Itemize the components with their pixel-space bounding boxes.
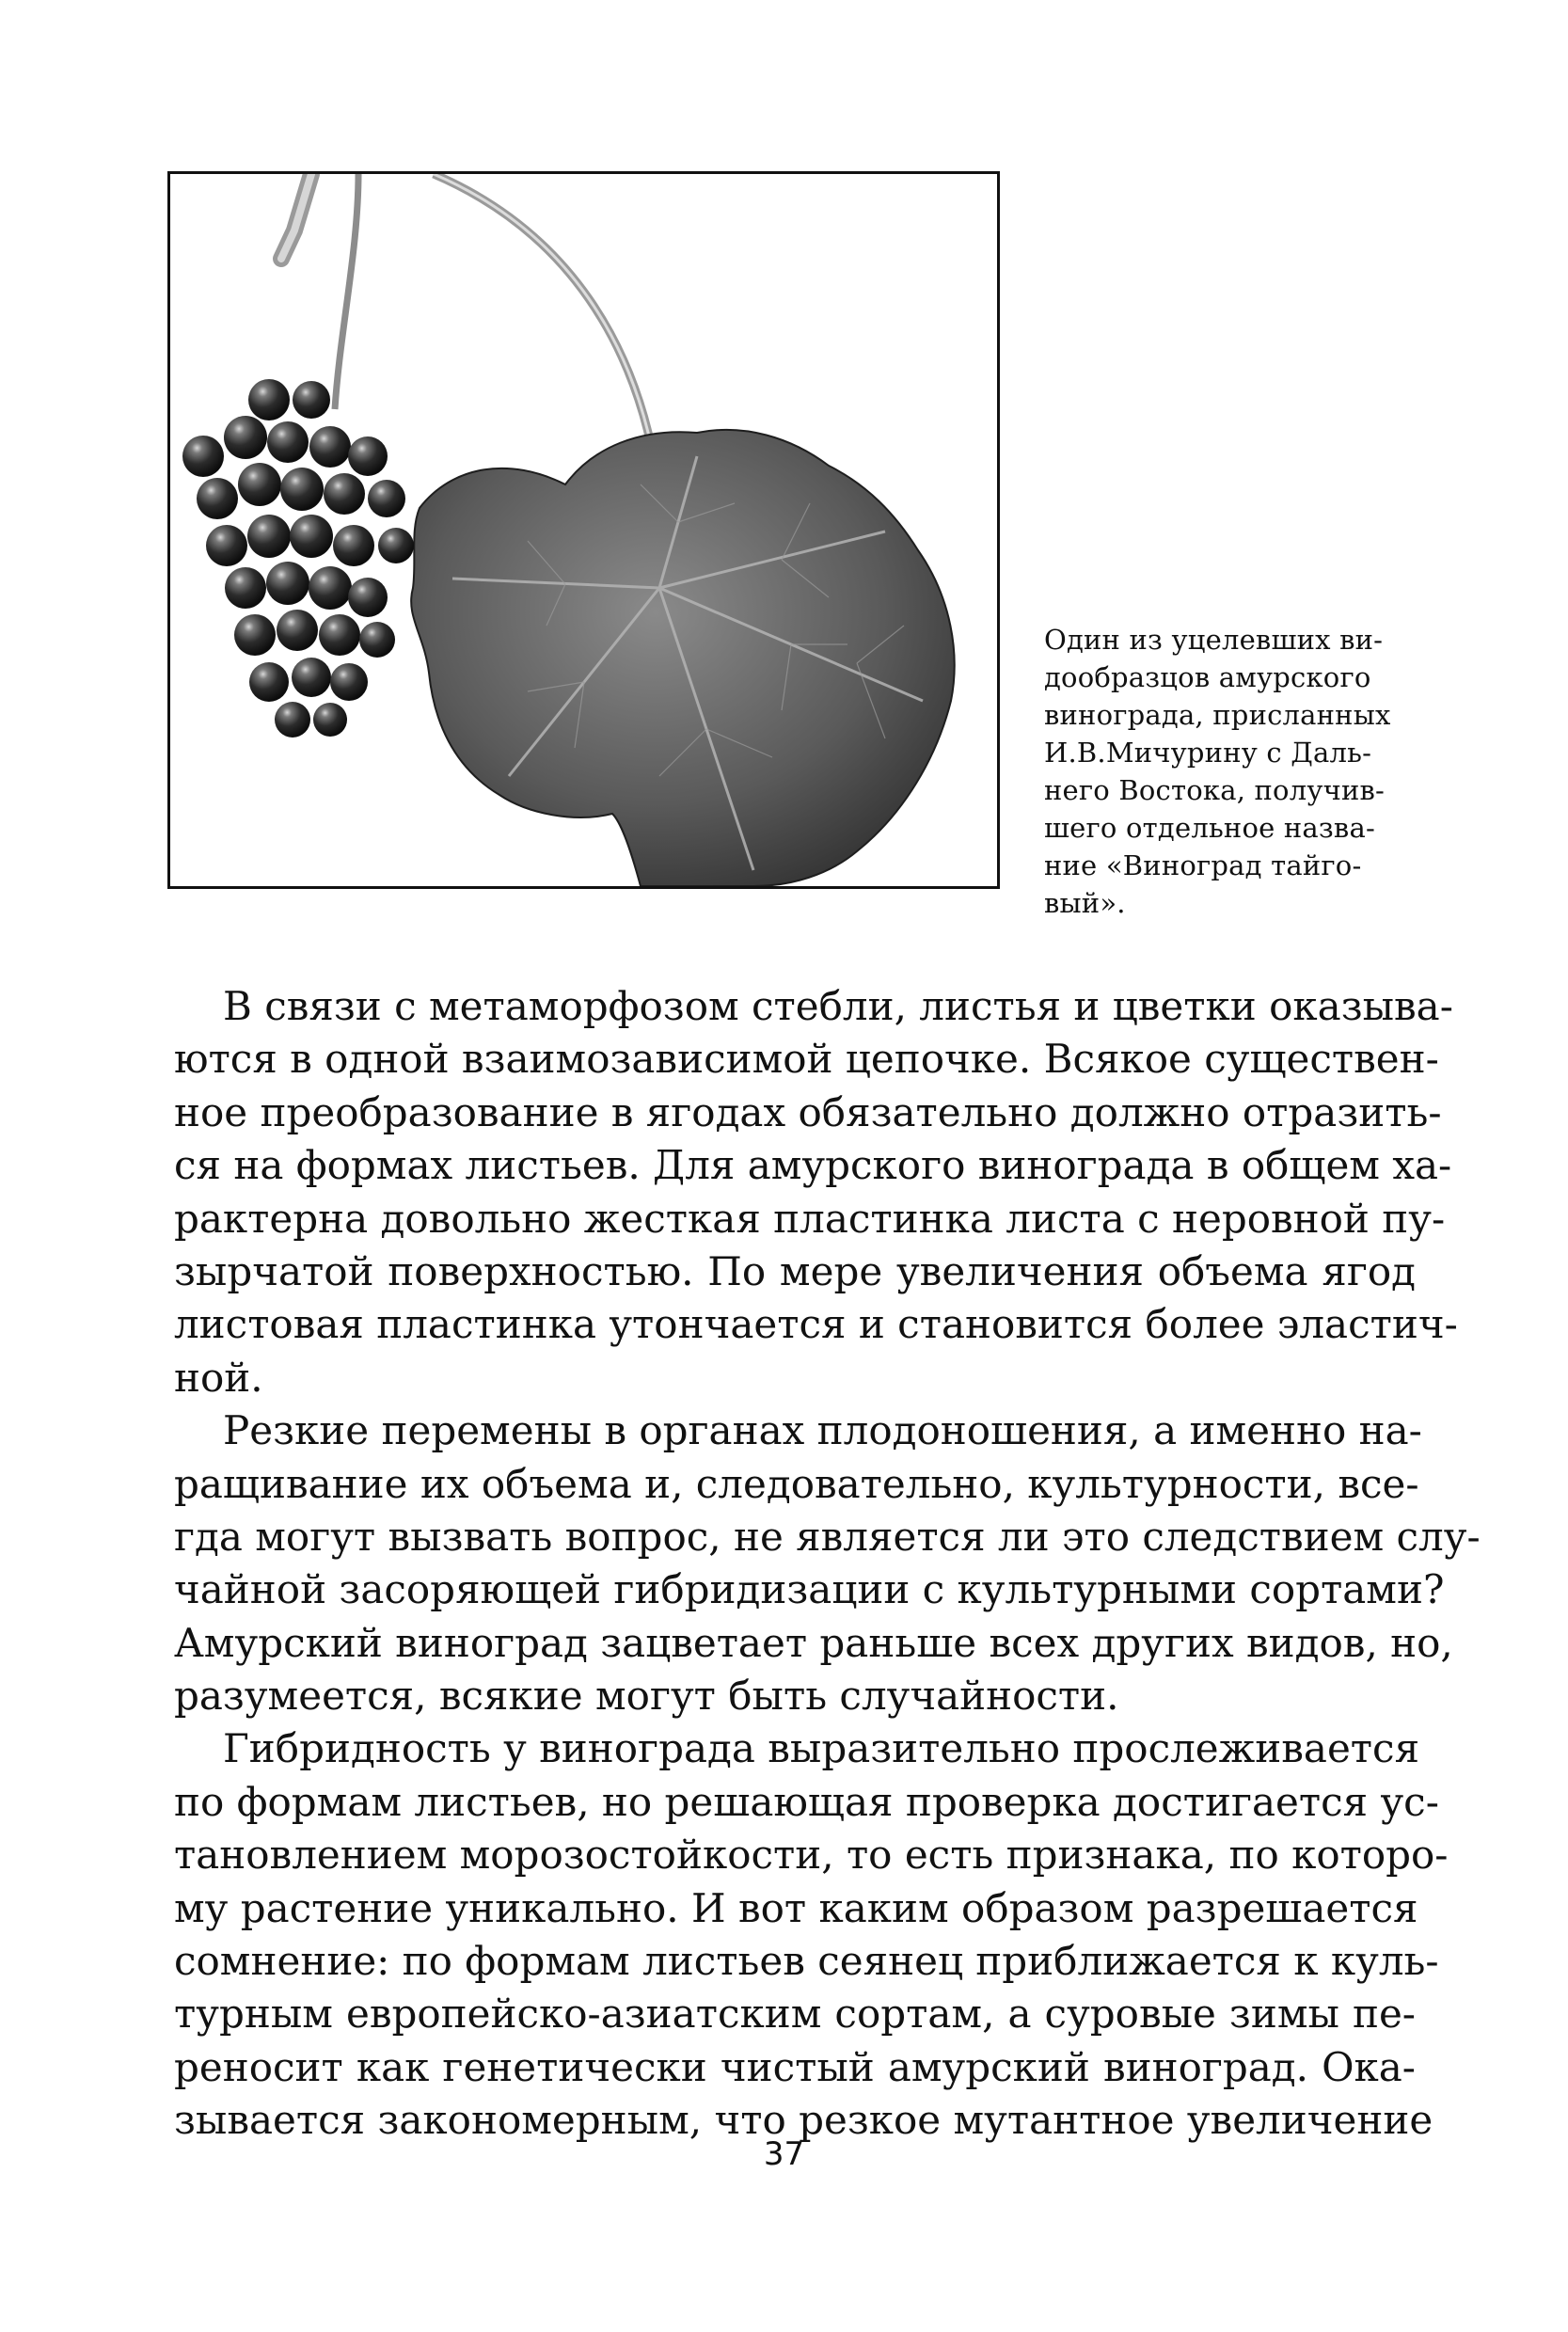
text-line: рактерна довольно жесткая пластинка листа с неровной пу- xyxy=(174,1195,1446,1242)
caption-line: И.В.Мичурину с Даль- xyxy=(1044,737,1372,769)
text-line: ращивание их объема и, следовательно, культурности, все- xyxy=(174,1460,1419,1507)
text-line: Амурский виноград зацветает раньше всех других видов, но, xyxy=(174,1619,1453,1666)
text-line: листовая пластинка утончается и становится более эластич- xyxy=(174,1301,1458,1348)
text-line: ное преобразование в ягодах обязательно должно отразить- xyxy=(174,1088,1442,1135)
text-line: по формам листьев, но решающая проверка достигается ус- xyxy=(174,1778,1439,1825)
text-line: сомнение: по формам листьев сеянец приближается к куль- xyxy=(174,1938,1439,1985)
text-line: зырчатой поверхностью. По мере увеличения объема ягод xyxy=(174,1247,1416,1294)
text-line: Гибридность у винограда выразительно прослеживается xyxy=(223,1725,1420,1772)
text-line: тановлением морозостойкости, то есть признака, по которо- xyxy=(174,1832,1449,1879)
grape-cluster xyxy=(182,379,414,738)
text-line: гда могут вызвать вопрос, не является ли это следствием слу- xyxy=(174,1513,1481,1560)
paragraph-3 xyxy=(174,1722,1449,2147)
text-line: В связи с метаморфозом стебли, листья и цветки оказыва- xyxy=(223,983,1453,1029)
text-line: реносит как генетически чистый амурский виноград. Ока- xyxy=(174,2043,1416,2090)
body-text xyxy=(174,980,1481,2148)
caption-line: шего отдельное назва- xyxy=(1044,812,1375,844)
text-line: разумеется, всякие могут быть случайности. xyxy=(174,1673,1119,1720)
text-line: ся на формах листьев. Для амурского винограда в общем ха- xyxy=(174,1142,1452,1189)
text-line: му растение уникально. И вот каким образом разрешается xyxy=(174,1884,1418,1931)
text-line: ются в одной взаимозависимой цепочке. Всякое существен- xyxy=(174,1036,1439,1083)
caption-line: Один из уцелевших ви- xyxy=(1044,624,1384,656)
figure-photo xyxy=(167,171,1000,889)
text-line: ной. xyxy=(174,1354,263,1401)
caption-line: дообразцов амурского xyxy=(1044,661,1371,693)
text-line: Резкие перемены в органах плодоношения, а именно на- xyxy=(223,1407,1422,1454)
caption-line: вый». xyxy=(1044,887,1126,919)
caption-line: винограда, присланных xyxy=(1044,699,1391,731)
caption-line: ние «Виноград тайго- xyxy=(1044,849,1362,881)
page-number: 37 xyxy=(763,2135,805,2173)
grape-photo-illustration xyxy=(170,174,997,886)
paragraph-1 xyxy=(174,980,1458,1404)
paragraph-2 xyxy=(174,1404,1481,1722)
figure-caption xyxy=(1044,621,1420,922)
text-line: турным европейско-азиатским сортам, а суровые зимы пе- xyxy=(174,1991,1416,2038)
grape-leaf xyxy=(411,430,955,886)
text-line: зывается закономерным, что резкое мутантное увеличение xyxy=(174,2097,1433,2144)
text-line: чайной засоряющей гибридизации с культурными сортами? xyxy=(174,1566,1445,1613)
caption-line: него Востока, получив- xyxy=(1044,774,1386,806)
